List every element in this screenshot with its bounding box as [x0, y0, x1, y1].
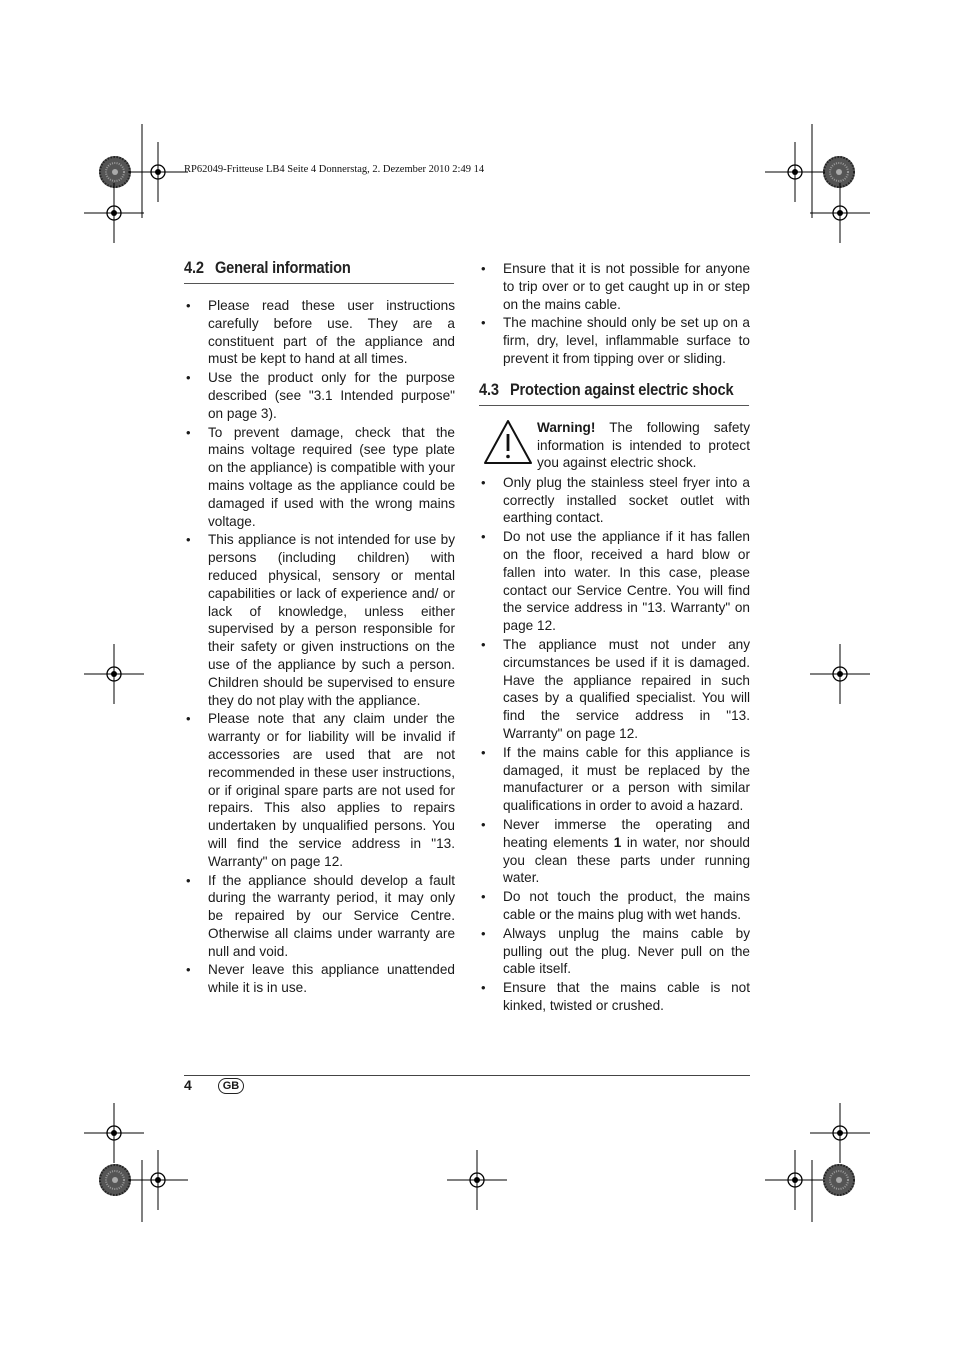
list-item: • Do not use the appliance if it has fallen on the floor, received a hard blow or fallen into water. In this case, please contact our Service Centre. You will find the service address in "13. Warranty" on page 12.: [479, 528, 750, 635]
list-item: • Ensure that it is not possible for anyone to trip over or to get caught up in or step on the mains cable.: [479, 260, 750, 313]
crosshair-registration-mark: [765, 1150, 825, 1210]
page-number: 4: [184, 1077, 192, 1093]
starburst-target-mark: [823, 1164, 855, 1196]
warning-body: The following safety information is intended to protect you against electric shock.: [537, 419, 750, 471]
list-item: • Please note that any claim under the warranty or for liability will be invalid if accessories are used that are not recommended in these user instructions, or if original spare parts are not used for repairs. This also applies to repairs undertaken by unqualified persons. You will find the service address in "13. Warranty" on page 12.: [184, 710, 455, 870]
print-slug: RP62049-Fritteuse LB4 Seite 4 Donnerstag, 2. Dezember 2010 2:49 14: [184, 164, 485, 175]
starburst-target-mark: [99, 1164, 131, 1196]
crosshair-registration-mark: [810, 183, 870, 243]
right-column: [479, 260, 750, 1016]
list-item: • Please read these user instructions carefully before use. They are a constituent part of the appliance and must be kept to hand at all times.: [184, 297, 455, 368]
section-title: Protection against electric shock: [509, 379, 734, 399]
crosshair-registration-mark: [128, 142, 188, 202]
section-number: 4.3: [479, 379, 499, 399]
footer-rule: [184, 1075, 750, 1076]
list-item: • Always unplug the mains cable by pulling out the plug. Never pull on the cable itself.: [479, 925, 750, 978]
list-item: • Ensure that the mains cable is not kinked, twisted or crushed.: [479, 979, 750, 1015]
item-text: in water, nor should you clean these parts under running water.: [503, 834, 750, 886]
list-item: • Only plug the stainless steel fryer into a correctly installed socket outlet with earthing contact.: [479, 474, 750, 527]
list-item: • If the mains cable for this appliance is damaged, it must be replaced by the manufacturer or a person with similar qualifications in order to avoid a hazard.: [479, 744, 750, 815]
section-number: 4.2: [184, 258, 204, 277]
list-item: • To prevent damage, check that the mains voltage required (see type plate on the appliance) is compatible with your mains voltage as the appliance could be damaged if used with the wrong mains voltage.: [184, 424, 455, 531]
left-column: [184, 258, 455, 998]
section-heading-general-information: [184, 258, 454, 284]
crosshair-registration-mark: [84, 183, 144, 243]
warning-label: Warning!: [537, 419, 596, 435]
continued-list: [479, 260, 750, 368]
list-item: • Never leave this appliance unattended while it is in use.: [184, 961, 455, 997]
list-item: • The appliance must not under any circumstances be used if it is damaged. Have the appliance repaired in such cases by a qualified specialist. You will find the service address in "13. Warranty" on page 12.: [479, 636, 750, 743]
section-title: General information: [214, 258, 351, 277]
list-item: • Do not touch the product, the mains cable or the mains plug with wet hands.: [479, 888, 750, 924]
part-reference: 1: [613, 834, 622, 850]
item-text: Never immerse the operating and heating elements: [503, 816, 750, 850]
general-information-list: [184, 297, 455, 997]
list-item: • This appliance is not intended for use by persons (including children) with reduced physical, sensory or mental capabilities or lack of experience and/ or lack of knowledge, unless either supervised by a person responsible for their safety or given instructions on the use of the appliance by such a person. Children should be supervised to ensure they do not play with the appliance.: [184, 531, 455, 709]
crosshair-registration-mark: [810, 644, 870, 704]
crosshair-registration-mark: [84, 1103, 144, 1163]
warning-text: [537, 419, 750, 472]
crosshair-registration-mark: [810, 1103, 870, 1163]
list-item: [479, 816, 750, 887]
section-heading-electric-shock: [479, 380, 749, 406]
list-item: • The machine should only be set up on a firm, dry, level, inflammable surface to prevent it from tipping over or sliding.: [479, 314, 750, 367]
crosshair-registration-mark: [84, 644, 144, 704]
starburst-target-mark: [99, 156, 131, 188]
warning-notice: [479, 419, 750, 473]
language-badge: GB: [218, 1078, 244, 1094]
starburst-target-mark: [823, 156, 855, 188]
crosshair-registration-mark: [128, 1150, 188, 1210]
crosshair-registration-mark: [447, 1150, 507, 1210]
warning-triangle-icon: [483, 419, 533, 465]
electric-shock-list: [479, 474, 750, 1015]
crosshair-registration-mark: [765, 142, 825, 202]
list-item: • Use the product only for the purpose described (see "3.1 Intended purpose" on page 3).: [184, 369, 455, 422]
list-item: • If the appliance should develop a fault during the warranty period, it may only be repaired by our Service Centre. Otherwise all claims under warranty are null and void.: [184, 872, 455, 961]
